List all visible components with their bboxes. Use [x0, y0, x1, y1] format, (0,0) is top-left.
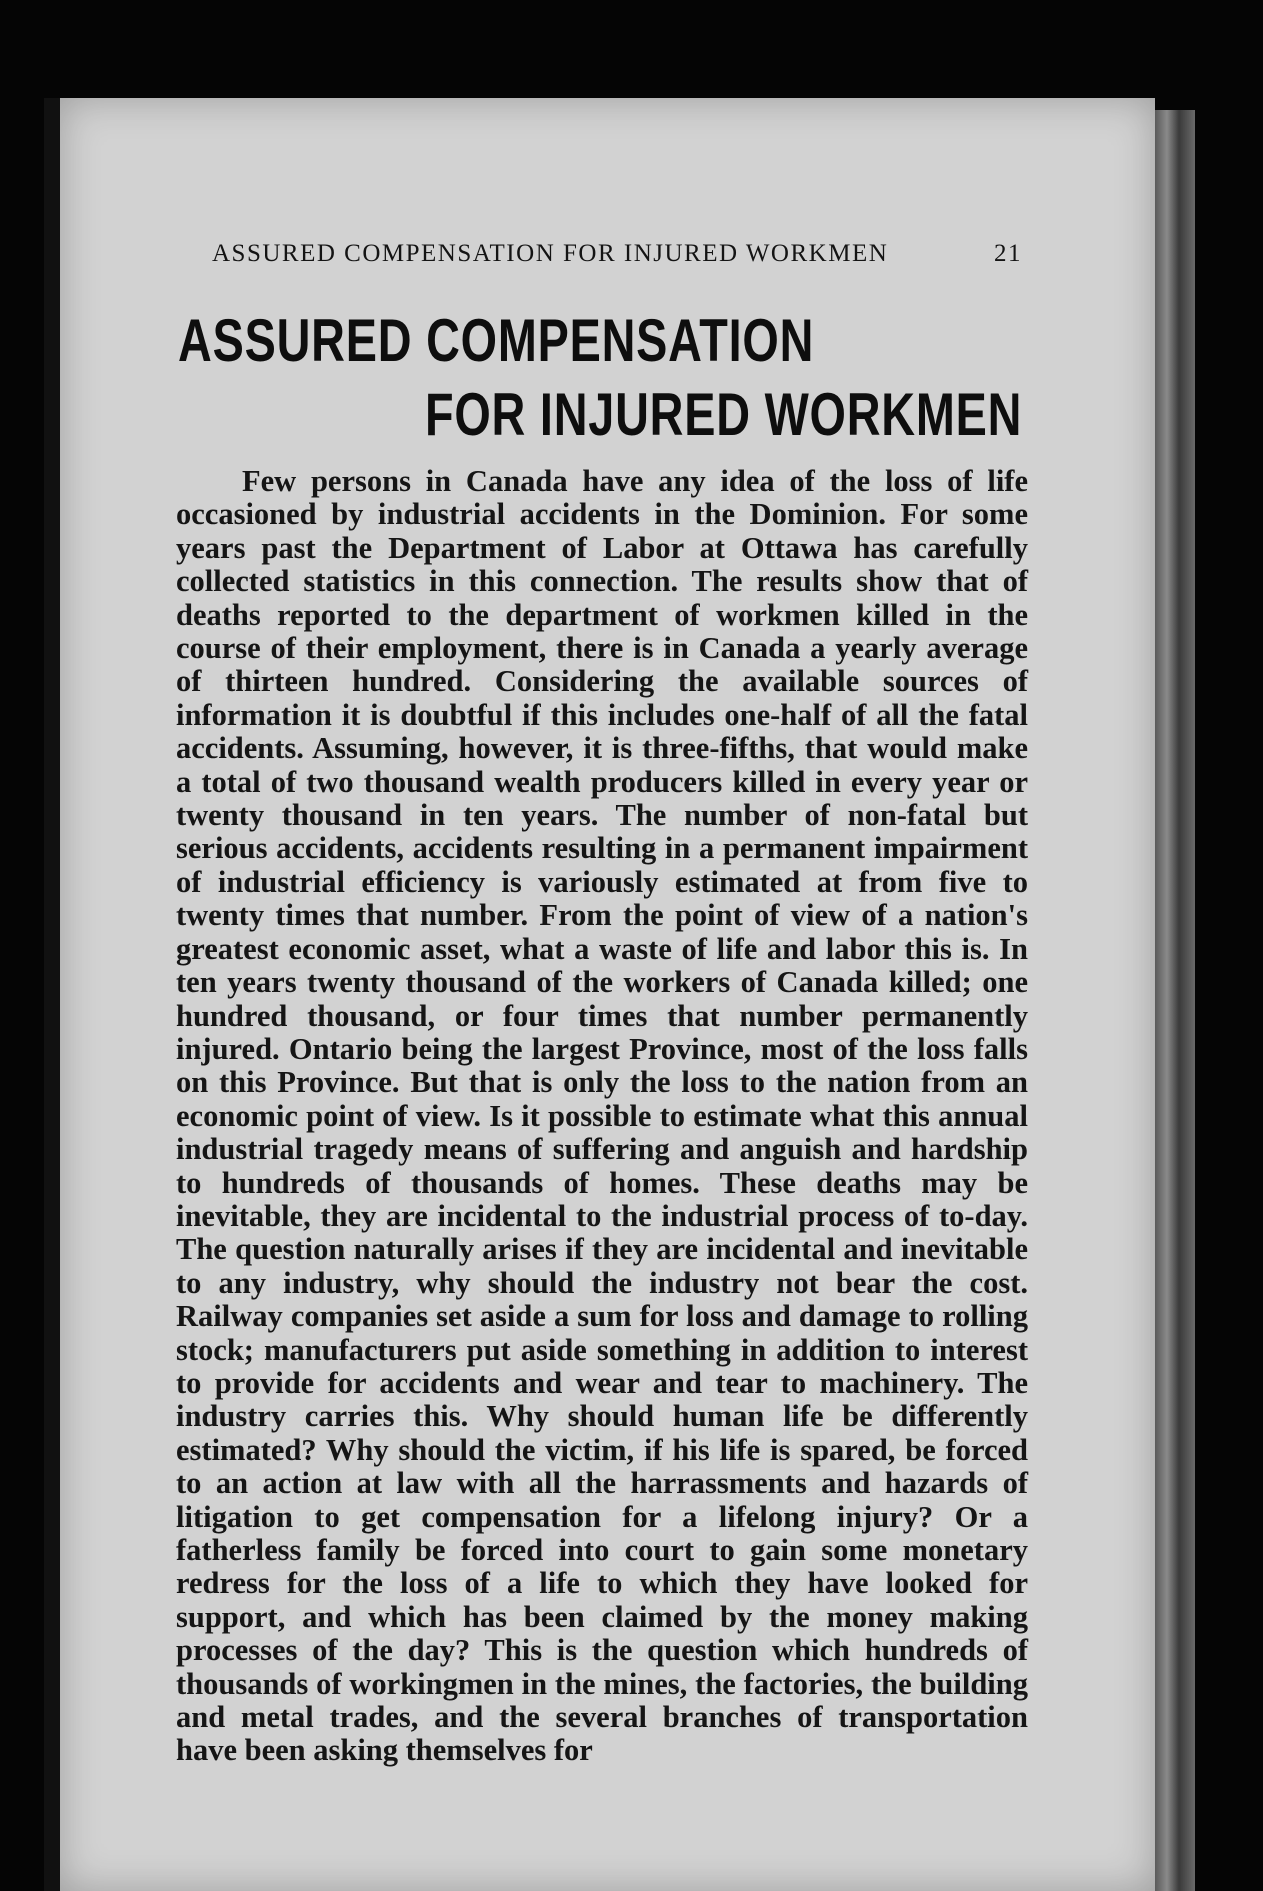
running-head	[212, 240, 1022, 268]
book-spine	[44, 98, 60, 1891]
page-number: 21	[994, 240, 1022, 267]
chapter-title-line-1: ASSURED COMPENSATION	[178, 307, 815, 374]
page-edge	[1155, 110, 1195, 1891]
running-head-title: ASSURED COMPENSATION FOR INJURED WORKMEN	[212, 240, 889, 267]
chapter-title-line-2: FOR INJURED WORKMEN	[425, 381, 1023, 448]
body-paragraph: Few persons in Canada have any idea of the loss of life occasioned by industrial accidents in the Dominion. For some years past the Department of Labor at Ottawa has carefully collected statistics in this connection. The results show that of deaths reported to the department of workmen killed in the course of their employment, there is in Canada a yearly average of thirteen hundred. Considering the available sources of information it is doubtful if this includes one-half of all the fatal accidents. Assuming, however, it is three-fifths, that would make a total of two thousand wealth producers killed in every year or twenty thousand in ten years. The number of non-fatal but serious accidents, accidents resulting in a permanent impairment of industrial efficiency is variously estimated at from five to twenty times that number. From the point of view of a nation's greatest economic asset, what a waste of life and labor this is. In ten years twenty thousand of the workers of Canada killed; one hundred thousand, or four times that number permanently injured. Ontario being the largest Province, most of the loss falls on this Province. But that is only the loss to the nation from an economic point of view. Is it possible to estimate what this annual industrial tragedy means of suffering and anguish and hardship to hundreds of thousands of homes. These deaths may be inevitable, they are incidental to the industrial process of to-day. The question naturally arises if they are incidental and inevitable to any industry, why should the industry not bear the cost. Railway companies set aside a sum for loss and damage to rolling stock; manufacturers put aside something in addition to interest to provide for accidents and wear and tear to machinery. The industry carries this. Why should human life be differently estimated? Why should the victim, if his life is spared, be forced to an action at law with all the harrassments and hazards of litigation to get compensation for a lifelong injury? Or a fatherless family be forced into court to gain some monetary redress for the loss of a life to which they have looked for support, and which has been claimed by the money making processes of the day? This is the question which hundreds of thousands of workingmen in the mines, the factories, the building and metal trades, and the several branches of transportation have been asking themselves for	[176, 464, 1028, 1768]
